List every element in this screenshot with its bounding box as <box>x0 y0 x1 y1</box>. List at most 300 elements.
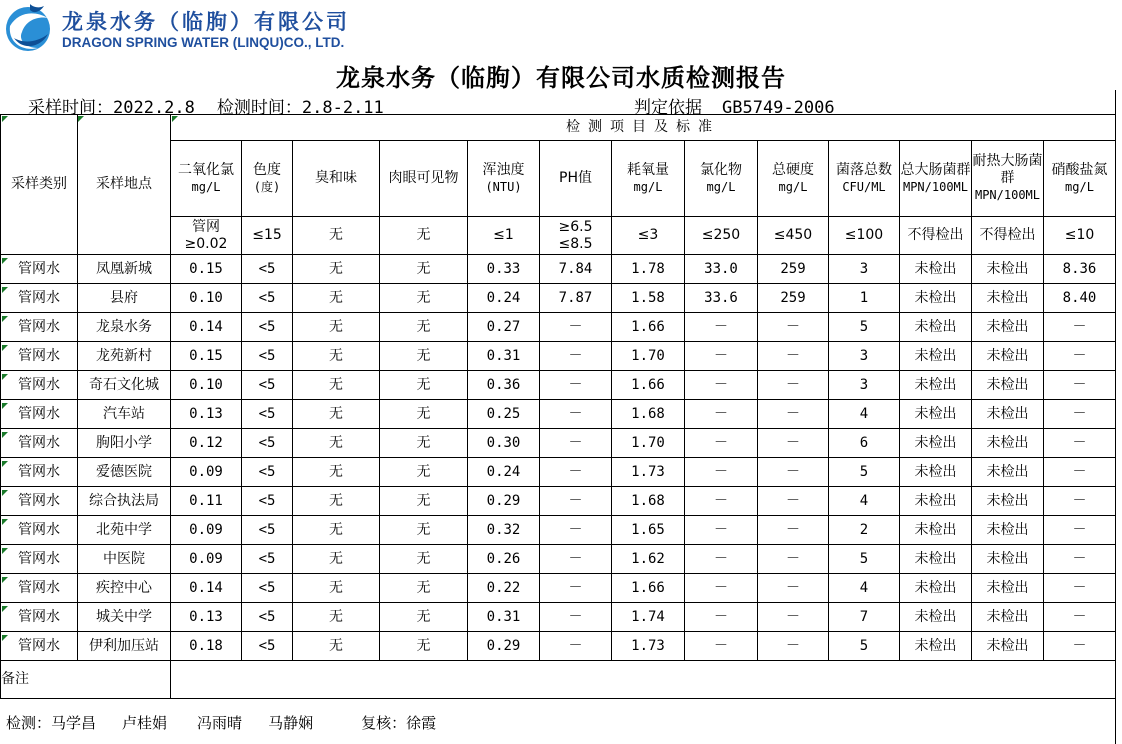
result-cell: 1.73 <box>612 632 685 661</box>
result-cell: 无 <box>293 313 380 342</box>
comment-marker-icon <box>78 116 84 122</box>
remark-label: 备注 <box>1 661 171 699</box>
result-cell: 1.74 <box>612 603 685 632</box>
result-cell: － <box>540 632 612 661</box>
result-cell: － <box>540 603 612 632</box>
result-cell: － <box>540 429 612 458</box>
column-name: 色度 <box>253 161 281 178</box>
column-unit: (度) <box>253 179 281 194</box>
column-header-4 <box>468 141 540 217</box>
result-cell: 未检出 <box>900 545 972 574</box>
basis-label: 判定依据 <box>634 98 702 118</box>
result-cell: 未检出 <box>972 574 1044 603</box>
result-cell: － <box>540 516 612 545</box>
result-cell: <5 <box>242 255 293 284</box>
result-cell: 1.66 <box>612 574 685 603</box>
sample-category-cell: 管网水 <box>1 342 78 371</box>
result-cell: － <box>685 313 758 342</box>
column-header-11 <box>972 141 1044 217</box>
standard-cell-5: ≥6.5 ≤8.5 <box>540 217 612 255</box>
result-cell: － <box>685 458 758 487</box>
result-cell: 0.09 <box>171 458 242 487</box>
sample-location-cell: 城关中学 <box>78 603 171 632</box>
table-row <box>1 284 1116 313</box>
column-header-5 <box>540 141 612 217</box>
result-cell: 3 <box>829 342 900 371</box>
result-cell: － <box>758 574 829 603</box>
result-cell: － <box>685 516 758 545</box>
result-cell: <5 <box>242 632 293 661</box>
result-cell: 未检出 <box>900 516 972 545</box>
sample-category-cell: 管网水 <box>1 545 78 574</box>
result-cell: 无 <box>380 371 468 400</box>
standard-cell-4: ≤1 <box>468 217 540 255</box>
result-cell: 无 <box>293 284 380 313</box>
result-cell: 0.27 <box>468 313 540 342</box>
result-cell: 7.84 <box>540 255 612 284</box>
result-cell: 0.24 <box>468 284 540 313</box>
table-row <box>1 487 1116 516</box>
result-cell: 0.10 <box>171 284 242 313</box>
review-label: 复核： <box>361 714 407 732</box>
result-cell: 未检出 <box>900 284 972 313</box>
result-cell: 无 <box>293 516 380 545</box>
result-cell: <5 <box>242 487 293 516</box>
column-header-3 <box>380 141 468 217</box>
result-cell: 5 <box>829 458 900 487</box>
comment-marker-icon <box>2 374 8 380</box>
result-cell: － <box>758 400 829 429</box>
result-cell: 0.13 <box>171 603 242 632</box>
result-cell: 0.10 <box>171 371 242 400</box>
result-cell: 1.66 <box>612 313 685 342</box>
sample-category-cell: 管网水 <box>1 458 78 487</box>
table-row <box>1 632 1116 661</box>
sample-location-cell: 龙泉水务 <box>78 313 171 342</box>
sample-location-cell: 龙苑新村 <box>78 342 171 371</box>
result-cell: 8.36 <box>1044 255 1116 284</box>
column-header-0 <box>171 141 242 217</box>
result-cell: － <box>685 342 758 371</box>
result-cell: 1.68 <box>612 487 685 516</box>
result-cell: － <box>758 371 829 400</box>
result-cell: 无 <box>380 284 468 313</box>
table-row <box>1 342 1116 371</box>
sample-category-cell: 管网水 <box>1 400 78 429</box>
column-unit: mg/L <box>1065 179 1094 194</box>
column-name: 氯化物 <box>700 161 742 178</box>
sampling-time-label: 采样时间： <box>28 98 113 118</box>
result-cell: 0.22 <box>468 574 540 603</box>
result-cell: － <box>540 574 612 603</box>
column-unit: mg/L <box>706 179 736 194</box>
result-cell: － <box>685 603 758 632</box>
testing-time-label: 检测时间： <box>216 98 302 118</box>
result-cell: － <box>540 458 612 487</box>
result-cell: 无 <box>380 458 468 487</box>
result-cell: 0.11 <box>171 487 242 516</box>
result-cell: 无 <box>380 574 468 603</box>
result-cell: 未检出 <box>900 400 972 429</box>
table-row <box>1 545 1116 574</box>
result-cell: 无 <box>293 255 380 284</box>
result-cell: 无 <box>293 400 380 429</box>
result-cell: 1.62 <box>612 545 685 574</box>
result-cell: 未检出 <box>900 603 972 632</box>
result-cell: 3 <box>829 371 900 400</box>
result-cell: 7 <box>829 603 900 632</box>
result-cell: 无 <box>380 429 468 458</box>
result-cell: 6 <box>829 429 900 458</box>
column-name: PH值 <box>559 170 592 186</box>
result-cell: － <box>1044 545 1116 574</box>
result-cell: 2 <box>829 516 900 545</box>
result-cell: － <box>1044 603 1116 632</box>
table-row <box>1 371 1116 400</box>
column-header-7 <box>685 141 758 217</box>
column-name: 硝酸盐氮 <box>1051 161 1108 178</box>
comment-marker-icon <box>2 490 8 496</box>
result-cell: 1 <box>829 284 900 313</box>
column-name: 臭和味 <box>315 170 357 186</box>
result-cell: 无 <box>293 574 380 603</box>
items-header-row <box>1 115 1116 141</box>
result-cell: 0.09 <box>171 545 242 574</box>
result-cell: <5 <box>242 516 293 545</box>
result-cell: 4 <box>829 400 900 429</box>
result-cell: 5 <box>829 545 900 574</box>
standard-cell-12: ≤10 <box>1044 217 1116 255</box>
result-cell: － <box>758 516 829 545</box>
table-row <box>1 313 1116 342</box>
comment-marker-icon <box>2 403 8 409</box>
result-cell: 无 <box>380 603 468 632</box>
result-cell: － <box>685 371 758 400</box>
result-cell: 无 <box>293 603 380 632</box>
inspector-1: 马学昌 <box>51 714 97 732</box>
result-cell: 无 <box>293 371 380 400</box>
sample-location-cell: 伊利加压站 <box>78 632 171 661</box>
result-cell: 未检出 <box>972 371 1044 400</box>
result-cell: 未检出 <box>900 313 972 342</box>
result-cell: － <box>1044 632 1116 661</box>
comment-marker-icon <box>2 635 8 641</box>
basis-value: GB5749-2006 <box>722 98 835 118</box>
result-cell: <5 <box>242 313 293 342</box>
result-cell: 0.30 <box>468 429 540 458</box>
table-row <box>1 400 1116 429</box>
result-cell: 无 <box>293 458 380 487</box>
column-unit: (NTU) <box>485 179 522 194</box>
inspector-2: 卢桂娟 <box>122 714 168 732</box>
table-row <box>1 603 1116 632</box>
sample-location-cell: 汽车站 <box>78 400 171 429</box>
result-cell: 0.14 <box>171 574 242 603</box>
result-cell: 未检出 <box>900 487 972 516</box>
result-cell: 未检出 <box>972 516 1044 545</box>
comment-marker-icon <box>2 606 8 612</box>
result-cell: 4 <box>829 574 900 603</box>
result-cell: 0.13 <box>171 400 242 429</box>
result-cell: 0.25 <box>468 400 540 429</box>
result-cell: 未检出 <box>900 458 972 487</box>
table-row <box>1 429 1116 458</box>
result-cell: 未检出 <box>972 545 1044 574</box>
table-row <box>1 458 1116 487</box>
comment-marker-icon <box>2 548 8 554</box>
result-cell: 259 <box>758 255 829 284</box>
column-name: 耗氧量 <box>627 161 669 178</box>
result-cell: － <box>685 400 758 429</box>
sample-category-cell: 管网水 <box>1 516 78 545</box>
inspector-3: 冯雨晴 <box>197 714 243 732</box>
result-cell: 0.29 <box>468 487 540 516</box>
sample-location-cell: 综合执法局 <box>78 487 171 516</box>
sample-location-cell: 北苑中学 <box>78 516 171 545</box>
result-cell: 5 <box>829 313 900 342</box>
water-quality-table <box>0 114 1116 699</box>
column-unit: MPN/100ML <box>902 179 969 194</box>
sample-category-cell: 管网水 <box>1 313 78 342</box>
dragon-spring-logo-icon <box>4 2 58 54</box>
result-cell: <5 <box>242 371 293 400</box>
comment-marker-icon <box>2 345 8 351</box>
comment-marker-icon <box>2 116 8 122</box>
result-cell: 4 <box>829 487 900 516</box>
result-cell: 0.32 <box>468 516 540 545</box>
result-cell: 无 <box>293 429 380 458</box>
column-unit: mg/L <box>633 179 663 194</box>
result-cell: 0.31 <box>468 342 540 371</box>
result-cell: 未检出 <box>972 400 1044 429</box>
standard-cell-3: 无 <box>380 217 468 255</box>
result-cell: － <box>540 487 612 516</box>
logo-company-name-cn: 龙泉水务（临朐）有限公司 <box>62 9 350 34</box>
sample-category-cell: 管网水 <box>1 632 78 661</box>
sample-location-cell: 凤凰新城 <box>78 255 171 284</box>
sample-location-cell: 中医院 <box>78 545 171 574</box>
column-unit: MPN/100ML <box>974 188 1041 202</box>
signature-footer <box>6 712 436 733</box>
result-cell: － <box>1044 313 1116 342</box>
result-cell: 无 <box>380 255 468 284</box>
result-cell: － <box>1044 342 1116 371</box>
comment-marker-icon <box>172 116 178 122</box>
result-cell: 0.18 <box>171 632 242 661</box>
comment-marker-icon <box>2 316 8 322</box>
company-logo <box>4 2 364 54</box>
result-cell: 无 <box>380 400 468 429</box>
result-cell: 无 <box>293 632 380 661</box>
result-cell: － <box>540 313 612 342</box>
result-cell: 无 <box>293 487 380 516</box>
logo-company-name-en: DRAGON SPRING WATER (LINQU)CO., LTD. <box>62 35 345 50</box>
result-cell: 未检出 <box>900 574 972 603</box>
column-name: 菌落总数 <box>836 161 892 178</box>
result-cell: 0.29 <box>468 632 540 661</box>
result-cell: － <box>540 371 612 400</box>
test-items-header: 检测项目及标准 <box>171 115 1116 141</box>
result-cell: 0.09 <box>171 516 242 545</box>
result-cell: 无 <box>380 516 468 545</box>
standard-cell-1: ≤15 <box>242 217 293 255</box>
remark-value[interactable] <box>171 661 1116 699</box>
result-cell: － <box>758 487 829 516</box>
result-cell: － <box>1044 574 1116 603</box>
result-cell: <5 <box>242 458 293 487</box>
result-cell: 33.6 <box>685 284 758 313</box>
column-unit: mg/L <box>778 179 808 194</box>
result-cell: － <box>685 574 758 603</box>
sample-category-cell: 管网水 <box>1 284 78 313</box>
result-cell: <5 <box>242 342 293 371</box>
result-cell: 0.33 <box>468 255 540 284</box>
sampling-time-value: 2022.2.8 <box>113 98 195 118</box>
comment-marker-icon <box>2 432 8 438</box>
comment-marker-icon <box>2 258 8 264</box>
result-cell: － <box>540 545 612 574</box>
sample-category-cell: 管网水 <box>1 371 78 400</box>
result-cell: － <box>1044 400 1116 429</box>
result-cell: 无 <box>380 632 468 661</box>
comment-marker-icon <box>2 287 8 293</box>
result-cell: － <box>758 545 829 574</box>
result-cell: 无 <box>293 545 380 574</box>
result-cell: 5 <box>829 632 900 661</box>
result-cell: － <box>758 458 829 487</box>
result-cell: <5 <box>242 429 293 458</box>
column-header-9 <box>829 141 900 217</box>
result-cell: 1.66 <box>612 371 685 400</box>
standard-cell-2: 无 <box>293 217 380 255</box>
result-cell: 7.87 <box>540 284 612 313</box>
result-cell: 8.40 <box>1044 284 1116 313</box>
result-cell: 1.65 <box>612 516 685 545</box>
result-cell: 0.36 <box>468 371 540 400</box>
result-cell: 未检出 <box>972 603 1044 632</box>
result-cell: <5 <box>242 574 293 603</box>
result-cell: － <box>758 632 829 661</box>
result-cell: 未检出 <box>900 632 972 661</box>
result-cell: － <box>758 603 829 632</box>
result-cell: 3 <box>829 255 900 284</box>
result-cell: 未检出 <box>972 313 1044 342</box>
column-header-2 <box>293 141 380 217</box>
sample-category-cell: 管网水 <box>1 574 78 603</box>
result-cell: 未检出 <box>972 342 1044 371</box>
result-cell: 0.24 <box>468 458 540 487</box>
result-cell: 0.12 <box>171 429 242 458</box>
result-cell: － <box>540 400 612 429</box>
result-cell: 未检出 <box>972 487 1044 516</box>
comment-marker-icon <box>2 461 8 467</box>
standard-cell-11: 不得检出 <box>972 217 1044 255</box>
sample-location-cell: 县府 <box>78 284 171 313</box>
result-cell: 1.58 <box>612 284 685 313</box>
result-cell: 0.15 <box>171 342 242 371</box>
column-name: 浑浊度 <box>482 161 525 178</box>
result-cell: 1.78 <box>612 255 685 284</box>
result-cell: 无 <box>293 342 380 371</box>
column-name: 总大肠菌群 <box>900 161 971 178</box>
result-cell: <5 <box>242 545 293 574</box>
sample-category-cell: 管网水 <box>1 255 78 284</box>
result-cell: 0.15 <box>171 255 242 284</box>
column-header-1 <box>242 141 293 217</box>
report-title: 龙泉水务（临朐）有限公司水质检测报告 <box>336 63 786 92</box>
result-cell: － <box>758 429 829 458</box>
column-unit: mg/L <box>191 179 221 194</box>
standard-cell-10: 不得检出 <box>900 217 972 255</box>
result-cell: － <box>1044 487 1116 516</box>
result-cell: － <box>1044 429 1116 458</box>
result-cell: 未检出 <box>972 632 1044 661</box>
result-cell: － <box>685 632 758 661</box>
result-cell: － <box>758 313 829 342</box>
result-cell: 1.70 <box>612 429 685 458</box>
comment-marker-icon <box>2 577 8 583</box>
result-cell: 无 <box>380 487 468 516</box>
result-cell: － <box>1044 371 1116 400</box>
location-header: 采样地点 <box>78 115 171 255</box>
table-row <box>1 574 1116 603</box>
column-header-8 <box>758 141 829 217</box>
result-cell: － <box>1044 458 1116 487</box>
result-cell: <5 <box>242 284 293 313</box>
column-header-6 <box>612 141 685 217</box>
inspect-label: 检测： <box>6 714 52 732</box>
standard-cell-6: ≤3 <box>612 217 685 255</box>
result-cell: － <box>540 342 612 371</box>
column-name: 肉眼可见物 <box>388 170 459 186</box>
result-cell: 无 <box>380 342 468 371</box>
result-cell: 33.0 <box>685 255 758 284</box>
standard-cell-9: ≤100 <box>829 217 900 255</box>
column-header-10 <box>900 141 972 217</box>
result-cell: <5 <box>242 603 293 632</box>
table-row <box>1 516 1116 545</box>
column-name: 耐热大肠菌群 <box>972 153 1043 186</box>
result-cell: 无 <box>380 545 468 574</box>
result-cell: <5 <box>242 400 293 429</box>
testing-time-value: 2.8-2.11 <box>301 98 384 118</box>
result-cell: 1.70 <box>612 342 685 371</box>
comment-marker-icon <box>2 519 8 525</box>
sample-location-cell: 爱德医院 <box>78 458 171 487</box>
result-cell: － <box>685 487 758 516</box>
result-cell: 未检出 <box>900 371 972 400</box>
standard-cell-8: ≤450 <box>758 217 829 255</box>
result-cell: 1.73 <box>612 458 685 487</box>
result-cell: － <box>758 342 829 371</box>
sample-location-cell: 朐阳小学 <box>78 429 171 458</box>
result-cell: 未检出 <box>900 342 972 371</box>
result-cell: 未检出 <box>972 255 1044 284</box>
column-name: 总硬度 <box>772 161 814 178</box>
result-cell: － <box>685 545 758 574</box>
column-name: 二氧化氯 <box>178 161 234 178</box>
sample-location-cell: 疾控中心 <box>78 574 171 603</box>
remark-row <box>1 661 1116 699</box>
sample-category-cell: 管网水 <box>1 487 78 516</box>
column-header-12 <box>1044 141 1116 217</box>
sample-category-cell: 管网水 <box>1 603 78 632</box>
result-cell: 0.14 <box>171 313 242 342</box>
standard-cell-0: 管网≥0.02 <box>171 217 242 255</box>
result-cell: － <box>1044 516 1116 545</box>
table-row <box>1 255 1116 284</box>
sample-category-cell: 管网水 <box>1 429 78 458</box>
